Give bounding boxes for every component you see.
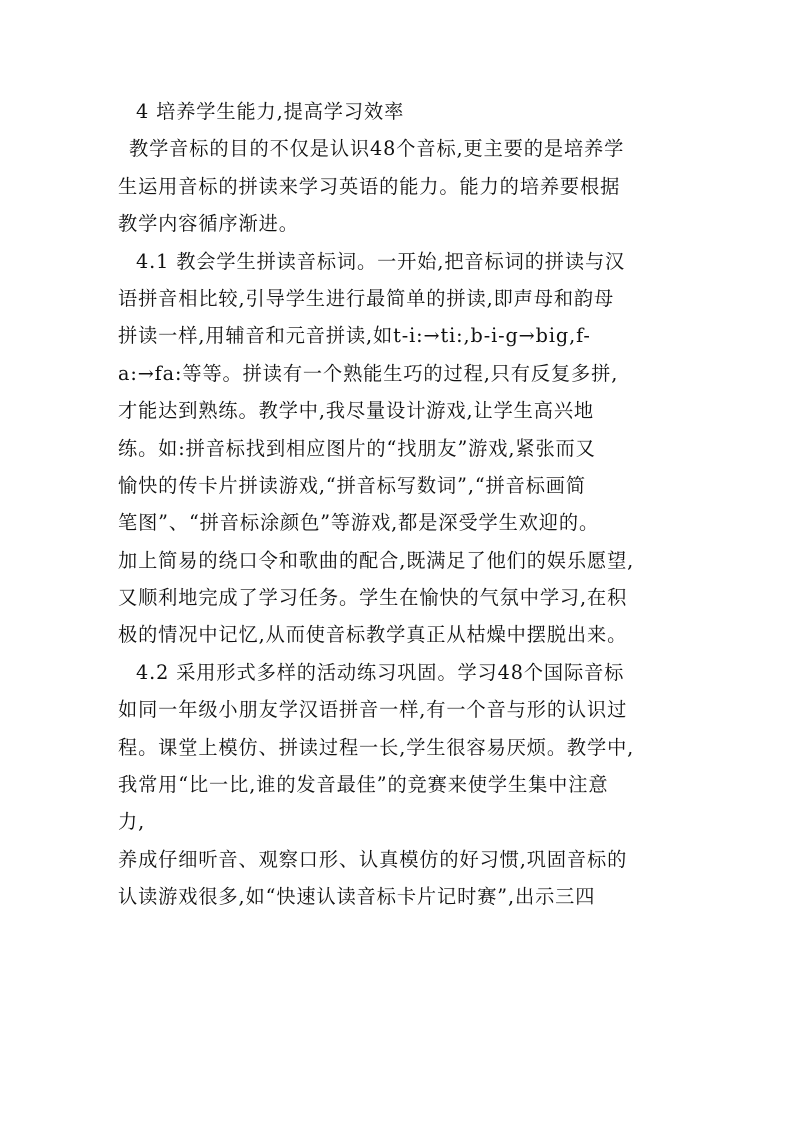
paragraph-line: 加上简易的绕口令和歌曲的配合,既满足了他们的娱乐愿望, <box>118 548 635 572</box>
paragraph-line: 笔图”、“拼音标涂颜色”等游戏,都是深受学生欢迎的。 <box>118 511 600 535</box>
paragraph-line: 养成仔细听音、观察口形、认真模仿的好习惯,巩固音标的 <box>118 847 628 871</box>
paragraph-line: 我常用“比一比,谁的发音最佳”的竞赛来使学生集中注意 <box>118 773 609 797</box>
paragraph-line: 如同一年级小朋友学汉语拼音一样,有一个音与形的认识过 <box>118 698 628 722</box>
document-body <box>118 93 678 916</box>
subsection-line: 4.1 教会学生拼读音标词。一开始,把音标词的拼读与汉 <box>136 249 626 273</box>
paragraph-line: 愉快的传卡片拼读游戏,“拼音标写数词”,“拼音标画简 <box>118 473 586 497</box>
paragraph-line: 教学内容循序渐进。 <box>118 212 299 236</box>
paragraph-line: 教学音标的目的不仅是认识48个音标,更主要的是培养学 <box>129 137 625 161</box>
paragraph-line: 拼读一样,用辅音和元音拼读,如t-i:→ti:,b-i-g→big,f- <box>118 324 591 348</box>
paragraph-line: 极的情况中记忆,从而使音标教学真正从枯燥中摆脱出来。 <box>118 623 628 647</box>
paragraph-line: 又顺利地完成了学习任务。学生在愉快的气氛中学习,在积 <box>118 586 628 610</box>
paragraph-line: 力, <box>118 810 146 834</box>
paragraph-line: 语拼音相比较,引导学生进行最简单的拼读,即声母和韵母 <box>118 286 615 310</box>
paragraph-line: 生运用音标的拼读来学习英语的能力。能力的培养要根据 <box>118 174 621 198</box>
section-heading: 4 培养学生能力,提高学习效率 <box>136 100 405 123</box>
paragraph-line: 才能达到熟练。教学中,我尽量设计游戏,让学生高兴地 <box>118 399 595 423</box>
paragraph-line: 练。如:拼音标找到相应图片的“找朋友”游戏,紧张而又 <box>118 436 596 460</box>
paragraph-line: 程。课堂上模仿、拼读过程一长,学生很容易厌烦。教学中, <box>118 735 635 759</box>
paragraph-line: 认读游戏很多,如“快速认读音标卡片记时赛”,出示三四 <box>118 885 596 909</box>
paragraph-line: a:→fa:等等。拼读有一个熟能生巧的过程,只有反复多拼, <box>118 361 619 385</box>
subsection-line: 4.2 采用形式多样的活动练习巩固。学习48个国际音标 <box>136 660 625 684</box>
